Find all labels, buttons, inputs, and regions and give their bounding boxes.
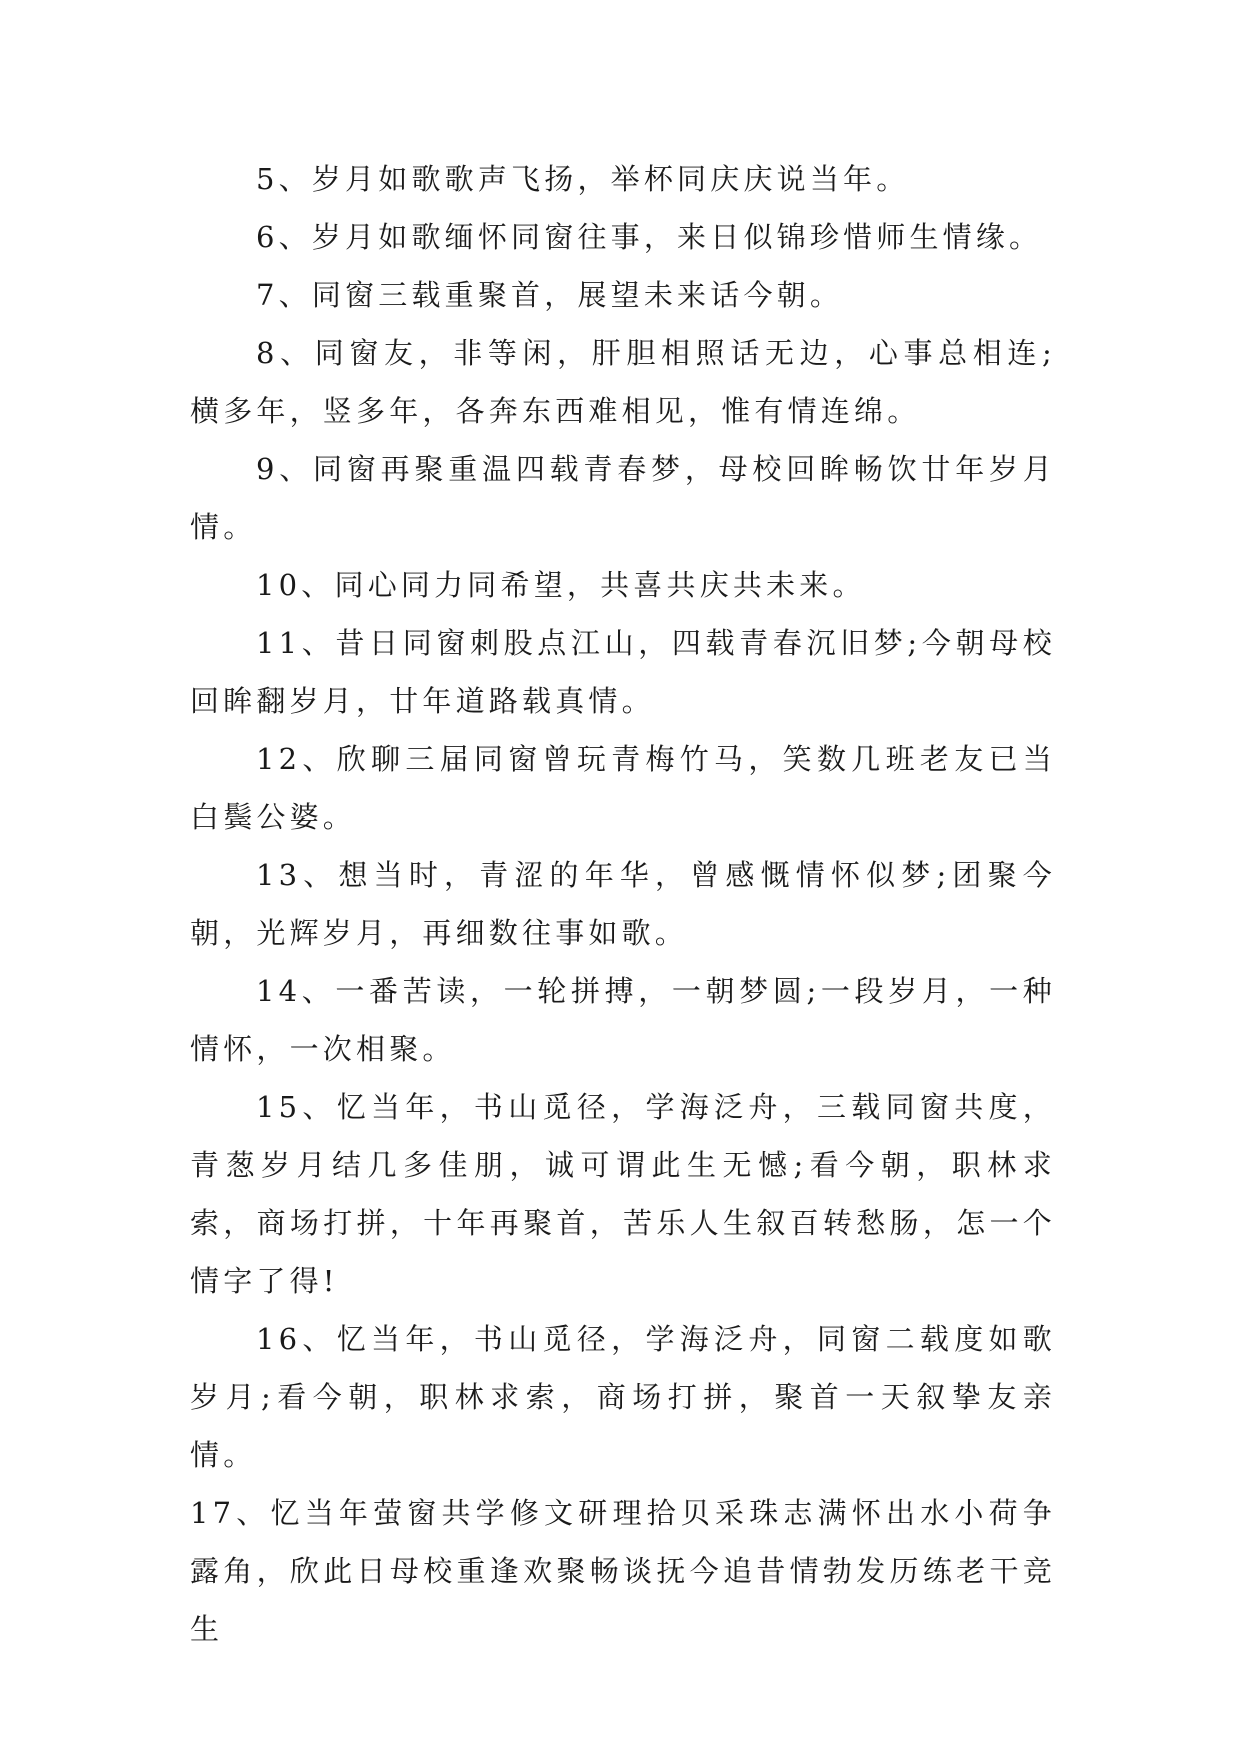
paragraph-11: 11、昔日同窗刺股点江山，四载青春沉旧梦;今朝母校回眸翻岁月，廿年道路载真情。	[190, 626, 1056, 718]
paragraph-15: 15、忆当年，书山觅径，学海泛舟，三载同窗共度，青葱岁月结几多佳朋，诚可谓此生无憾;看今朝，职林求索，商场打拼，十年再聚首，苦乐人生叙百转愁肠，怎一个情字了得!	[190, 1090, 1056, 1298]
paragraph-10: 10、同心同力同希望，共喜共庆共未来。	[256, 568, 866, 602]
paragraph-14: 14、一番苦读，一轮拼搏，一朝梦圆;一段岁月，一种情怀，一次相聚。	[190, 974, 1056, 1066]
paragraph-8: 8、同窗友，非等闲，肝胆相照话无边，心事总相连;横多年，竖多年，各奔东西难相见，惟有情连绵。	[190, 336, 1056, 428]
document-page	[190, 150, 1056, 1658]
paragraph-13: 13、想当时，青涩的年华，曾感慨情怀似梦;团聚今朝，光辉岁月，再细数往事如歌。	[190, 858, 1056, 950]
paragraph-5: 5、岁月如歌歌声飞扬，举杯同庆庆说当年。	[256, 162, 910, 196]
paragraph-17: 17、忆当年萤窗共学修文研理拾贝采珠志满怀出水小荷争露角，欣此日母校重逢欢聚畅谈抚今追昔情勃发历练老干竞生	[190, 1496, 1056, 1646]
paragraph-6: 6、岁月如歌缅怀同窗往事，来日似锦珍惜师生情缘。	[256, 220, 1043, 254]
paragraph-12: 12、欣聊三届同窗曾玩青梅竹马，笑数几班老友已当白鬓公婆。	[190, 742, 1056, 834]
paragraph-7: 7、同窗三载重聚首，展望未来话今朝。	[256, 278, 844, 312]
paragraph-16: 16、忆当年，书山觅径，学海泛舟，同窗二载度如歌岁月;看今朝，职林求索，商场打拼，聚首一天叙挚友亲情。	[190, 1322, 1056, 1472]
paragraph-9: 9、同窗再聚重温四载青春梦，母校回眸畅饮廿年岁月情。	[190, 452, 1056, 544]
